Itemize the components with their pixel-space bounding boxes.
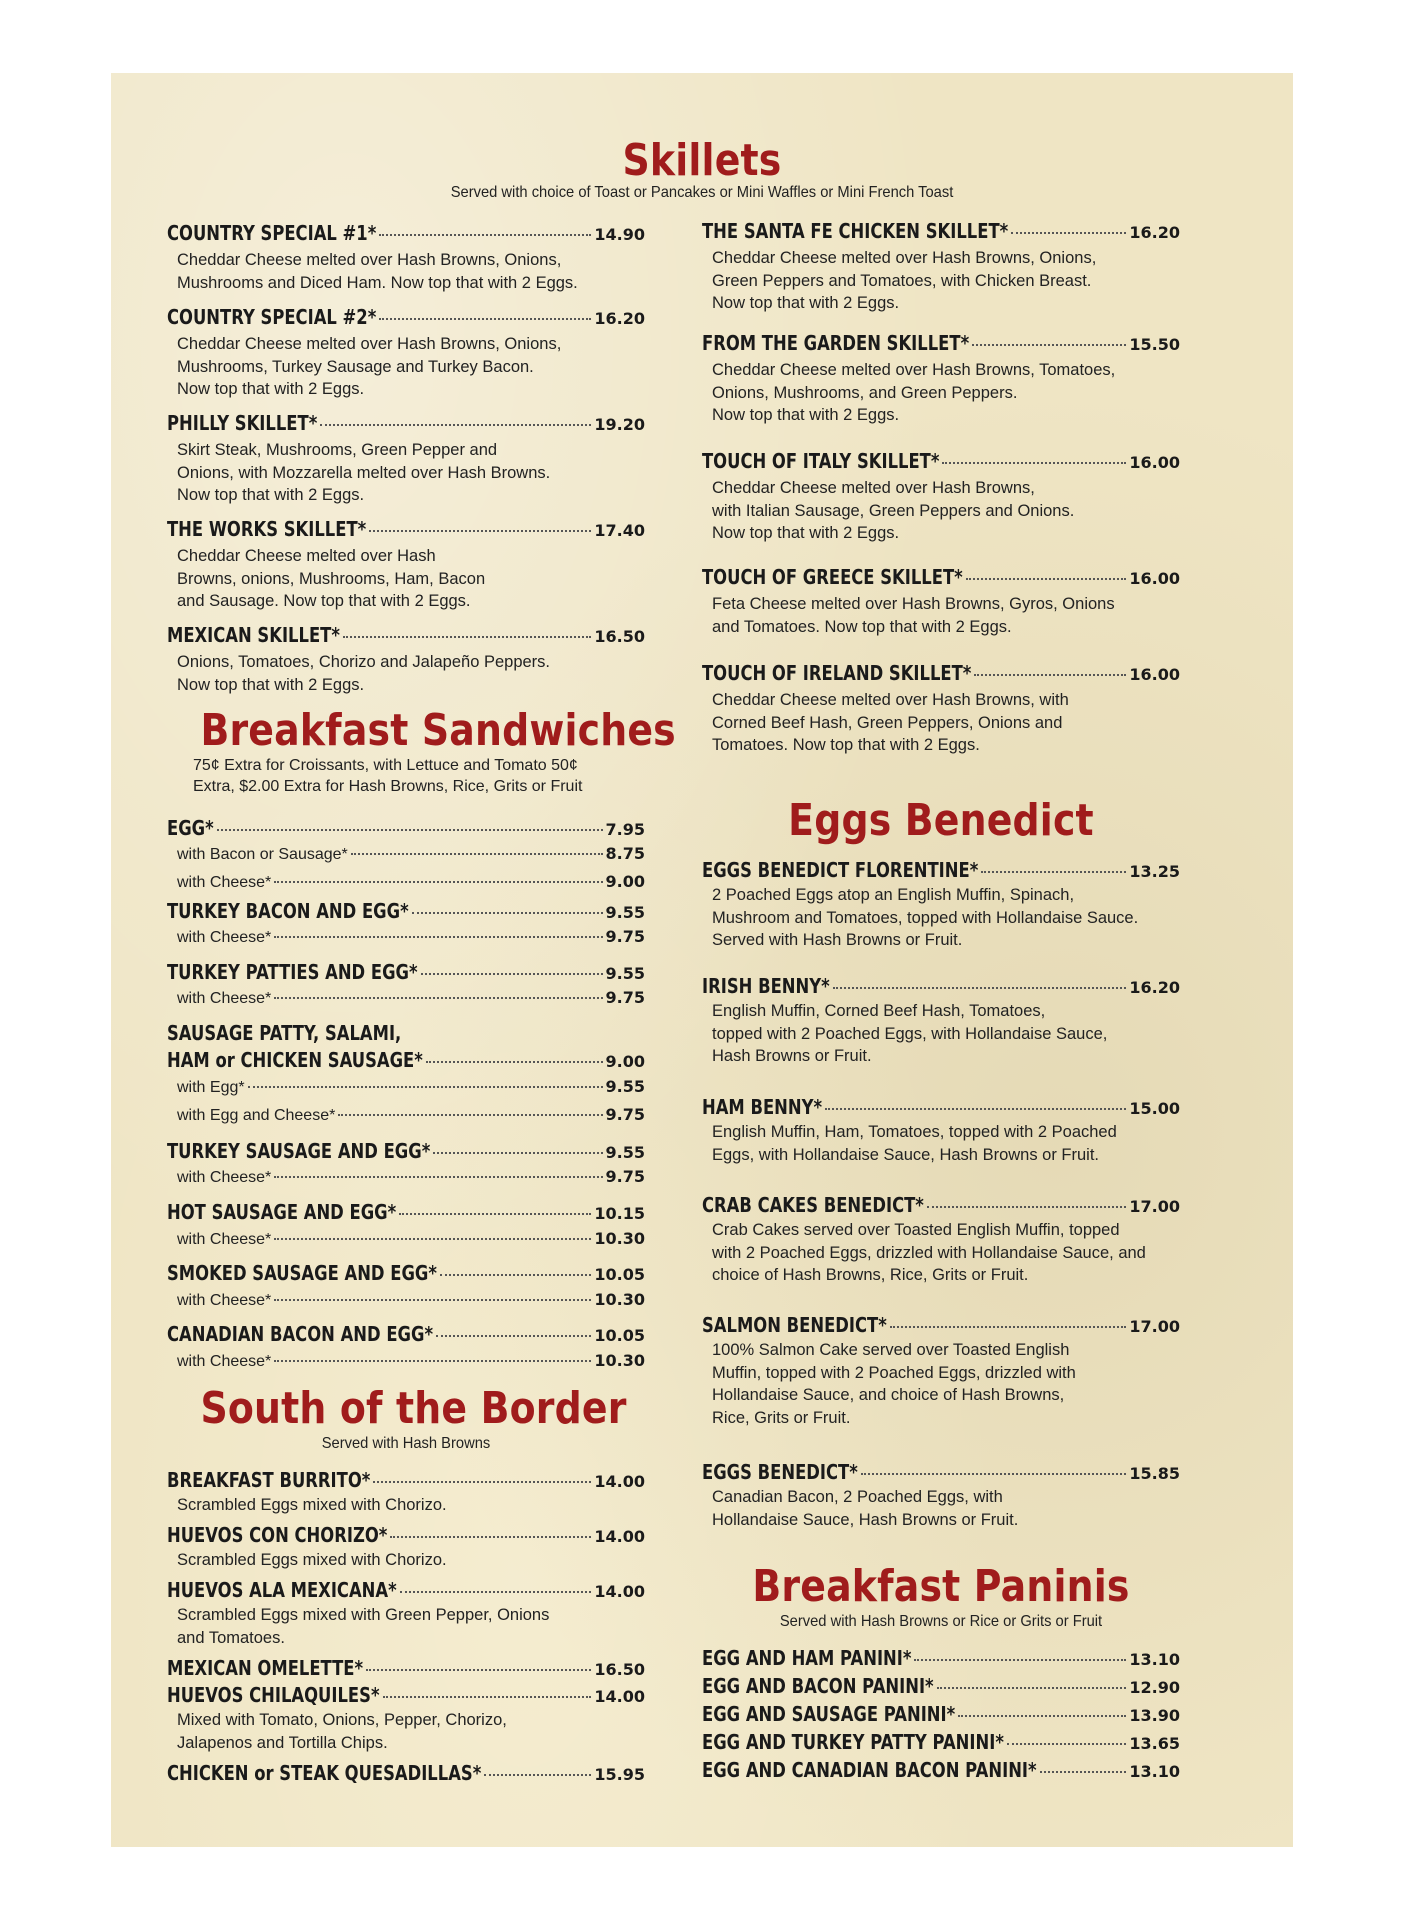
menu-item [702, 1674, 1180, 1698]
item-name: HAM BENNY* [702, 1095, 823, 1119]
menu-page [111, 73, 1293, 1847]
item-name: with Cheese* [177, 1169, 272, 1186]
menu-item-option [177, 1167, 645, 1187]
item-name: EGG AND TURKEY PATTY PANINI* [702, 1730, 1004, 1754]
item-price: 16.00 [1129, 569, 1180, 588]
menu-item-option [177, 1229, 645, 1249]
item-price: 9.75 [605, 1167, 645, 1186]
item-price: 16.00 [1129, 453, 1180, 472]
item-description: Feta Cheese melted over Hash Browns, Gyros, Onions and Tomatoes. Now top that with 2 Eggs. [712, 595, 1115, 636]
item-price: 16.00 [1129, 665, 1180, 684]
item-name: BREAKFAST BURRITO* [167, 1468, 371, 1492]
item-price: 8.75 [605, 844, 645, 863]
menu-item-option [177, 844, 645, 864]
menu-item [167, 816, 645, 840]
item-name: PHILLY SKILLET* [167, 411, 318, 435]
item-price: 15.95 [594, 1765, 645, 1784]
item-name: THE WORKS SKILLET* [167, 517, 367, 541]
item-price: 7.95 [605, 820, 645, 839]
border-subtitle: Served with Hash Browns [321, 1435, 491, 1452]
item-name: EGG* [167, 816, 214, 840]
item-name: HUEVOS CHILAQUILES* [167, 1683, 380, 1707]
menu-item-option [177, 1077, 645, 1097]
menu-item [702, 1730, 1180, 1754]
item-price: 10.15 [594, 1204, 645, 1223]
item-price: 16.50 [594, 1660, 645, 1679]
item-price: 9.00 [605, 1052, 645, 1071]
item-price: 13.10 [1129, 1762, 1180, 1781]
item-name: FROM THE GARDEN SKILLET* [702, 331, 970, 355]
item-name: CANADIAN BACON AND EGG* [167, 1322, 434, 1346]
item-name: SALMON BENEDICT* [702, 1313, 887, 1337]
item-name: with Cheese* [177, 1292, 272, 1309]
item-description: Mixed with Tomato, Onions, Pepper, Chorizo, Jalapenos and Tortilla Chips. [177, 1711, 507, 1752]
item-price: 10.05 [594, 1326, 645, 1345]
item-price: 17.00 [1129, 1317, 1180, 1336]
item-price: 9.55 [605, 903, 645, 922]
item-description: Scrambled Eggs mixed with Chorizo. [177, 1496, 447, 1514]
menu-item [167, 960, 645, 984]
item-price: 16.20 [594, 309, 645, 328]
item-price: 14.00 [594, 1687, 645, 1706]
item-price: 15.85 [1129, 1464, 1180, 1483]
paninis-title: Breakfast Paninis [752, 1561, 1130, 1612]
item-name: with Cheese* [177, 1353, 272, 1370]
item-name: with Cheese* [177, 1231, 272, 1248]
item-name: EGGS BENEDICT FLORENTINE* [702, 858, 979, 882]
item-description: Cheddar Cheese melted over Hash Browns, Tomatoes, Onions, Mushrooms, and Green Peppers. Now top that with 2 Eggs. [712, 361, 1116, 424]
menu-item [167, 1261, 645, 1285]
item-description: Cheddar Cheese melted over Hash Browns, onions, Mushrooms, Ham, Bacon and Sausage. Now top that with 2 Eggs. [177, 547, 486, 610]
item-description: Scrambled Eggs mixed with Green Pepper, Onions and Tomatoes. [177, 1606, 550, 1647]
menu-item-option [177, 1351, 645, 1371]
item-name: with Egg and Cheese* [177, 1107, 336, 1124]
sandwiches-note: 75¢ Extra for Croissants, with Lettuce and Tomato 50¢ Extra, $2.00 Extra for Hash Browns, Rice, Grits or Fruit [193, 757, 583, 795]
item-name: MEXICAN SKILLET* [167, 623, 340, 647]
item-name: CHICKEN or STEAK QUESADILLAS* [167, 1761, 482, 1785]
skillets-subtitle: Served with choice of Toast or Pancakes or Mini Waffles or Mini French Toast [450, 184, 954, 201]
item-description: 2 Poached Eggs atop an English Muffin, Spinach, Mushroom and Tomatoes, topped with Hollandaise Sauce. Served with Hash Browns or Fruit. [712, 886, 1139, 949]
item-price: 9.75 [605, 988, 645, 1007]
item-name: EGG AND HAM PANINI* [702, 1646, 912, 1670]
item-price: 19.20 [594, 415, 645, 434]
item-description: Crab Cakes served over Toasted English Muffin, topped with 2 Poached Eggs, drizzled with Hollandaise Sauce, and choice of Hash Browns, Rice, Grits or Fruit. [712, 1221, 1146, 1284]
paninis-subtitle: Served with Hash Browns or Rice or Grits or Fruit [779, 1613, 1103, 1630]
item-description: Skirt Steak, Mushrooms, Green Pepper and Onions, with Mozzarella melted over Hash Browns. Now top that with 2 Eggs. [177, 441, 551, 504]
item-description: Cheddar Cheese melted over Hash Browns, with Italian Sausage, Green Peppers and Onions. Now top that with 2 Eggs. [712, 479, 1075, 542]
item-name: TOUCH OF ITALY SKILLET* [702, 449, 940, 473]
menu-item-option [177, 988, 645, 1008]
item-price: 10.30 [594, 1290, 645, 1309]
item-name: with Egg* [177, 1079, 245, 1096]
item-name: CRAB CAKES BENEDICT* [702, 1193, 924, 1217]
item-price: 9.55 [605, 964, 645, 983]
item-description: Cheddar Cheese melted over Hash Browns, Onions, Green Peppers and Tomatoes, with Chicken Breast. Now top that with 2 Eggs. [712, 249, 1097, 312]
item-price: 15.00 [1129, 1099, 1180, 1118]
menu-item-option [177, 927, 645, 947]
item-price: 14.00 [594, 1527, 645, 1546]
item-description: Onions, Tomatoes, Chorizo and Jalapeño Peppers. Now top that with 2 Eggs. [177, 653, 551, 694]
menu-item [702, 1702, 1180, 1726]
item-price: 13.25 [1129, 862, 1180, 881]
item-price: 12.90 [1129, 1678, 1180, 1697]
benedict-title: Eggs Benedict [788, 795, 1094, 846]
menu-item [167, 899, 645, 923]
menu-item-option [177, 872, 645, 892]
item-description: English Muffin, Corned Beef Hash, Tomatoes, topped with 2 Poached Eggs, with Hollandaise Sauce, Hash Browns or Fruit. [712, 1002, 1108, 1065]
item-name: SAUSAGE PATTY, SALAMI, [167, 1021, 402, 1045]
skillets-title: Skillets [622, 135, 782, 186]
item-price: 13.90 [1129, 1706, 1180, 1725]
item-name: with Cheese* [177, 929, 272, 946]
item-price: 10.05 [594, 1265, 645, 1284]
menu-item [167, 1139, 645, 1163]
item-price: 16.20 [1129, 978, 1180, 997]
item-description: Cheddar Cheese melted over Hash Browns, Onions, Mushrooms and Diced Ham. Now top that with 2 Eggs. [177, 251, 578, 292]
item-name: MEXICAN OMELETTE* [167, 1656, 364, 1680]
menu-item [702, 1646, 1180, 1670]
item-description: 100% Salmon Cake served over Toasted English Muffin, topped with 2 Poached Eggs, drizzled with Hollandaise Sauce, and choice of Hash Browns, Rice, Grits or Fruit. [712, 1341, 1076, 1427]
item-price: 9.75 [605, 1105, 645, 1124]
item-name: EGG AND CANADIAN BACON PANINI* [702, 1758, 1037, 1782]
item-name: COUNTRY SPECIAL #1* [167, 221, 377, 245]
menu-item-label [167, 1021, 645, 1045]
menu-item [167, 1048, 645, 1072]
item-name: COUNTRY SPECIAL #2* [167, 305, 377, 329]
item-price: 17.00 [1129, 1197, 1180, 1216]
item-description: Cheddar Cheese melted over Hash Browns, with Corned Beef Hash, Green Peppers, Onions and Tomatoes. Now top that with 2 Eggs. [712, 691, 1069, 754]
menu-item-option [177, 1290, 645, 1310]
menu-item [167, 1322, 645, 1346]
item-name: SMOKED SAUSAGE AND EGG* [167, 1261, 437, 1285]
item-price: 9.00 [605, 872, 645, 891]
item-name: with Cheese* [177, 874, 272, 891]
item-name: with Bacon or Sausage* [177, 846, 348, 863]
item-description: Scrambled Eggs mixed with Chorizo. [177, 1551, 447, 1569]
item-price: 17.40 [594, 521, 645, 540]
item-description: English Muffin, Ham, Tomatoes, topped with 2 Poached Eggs, with Hollandaise Sauce, Hash Browns or Fruit. [712, 1123, 1117, 1164]
item-name: EGG AND BACON PANINI* [702, 1674, 934, 1698]
item-name: TURKEY BACON AND EGG* [167, 899, 409, 923]
menu-item-option [177, 1105, 645, 1125]
item-name: EGG AND SAUSAGE PANINI* [702, 1702, 956, 1726]
item-price: 10.30 [594, 1229, 645, 1248]
item-name: HAM or CHICKEN SAUSAGE* [167, 1048, 423, 1072]
item-name: TURKEY SAUSAGE AND EGG* [167, 1139, 431, 1163]
item-name: IRISH BENNY* [702, 974, 830, 998]
item-price: 13.10 [1129, 1650, 1180, 1669]
item-price: 14.00 [594, 1472, 645, 1491]
menu-item [167, 1200, 645, 1224]
item-price: 16.50 [594, 627, 645, 646]
item-price: 15.50 [1129, 335, 1180, 354]
item-name: TURKEY PATTIES AND EGG* [167, 960, 418, 984]
item-description: Canadian Bacon, 2 Poached Eggs, with Hollandaise Sauce, Hash Browns or Fruit. [712, 1488, 1019, 1529]
item-price: 14.90 [594, 225, 645, 244]
item-name: HUEVOS CON CHORIZO* [167, 1523, 388, 1547]
item-price: 9.55 [605, 1077, 645, 1096]
item-price: 16.20 [1129, 223, 1180, 242]
item-price: 13.65 [1129, 1734, 1180, 1753]
item-name: TOUCH OF GREECE SKILLET* [702, 565, 963, 589]
item-name: THE SANTA FE CHICKEN SKILLET* [702, 219, 1009, 243]
item-price: 10.30 [594, 1351, 645, 1370]
menu-item [702, 1758, 1180, 1782]
item-price: 9.55 [605, 1143, 645, 1162]
item-description: Cheddar Cheese melted over Hash Browns, Onions, Mushrooms, Turkey Sausage and Turkey Bacon. Now top that with 2 Eggs. [177, 335, 562, 398]
item-price: 9.75 [605, 927, 645, 946]
item-name: with Cheese* [177, 990, 272, 1007]
item-name: HOT SAUSAGE AND EGG* [167, 1200, 397, 1224]
sandwiches-title: Breakfast Sandwiches [200, 705, 676, 756]
item-name: TOUCH OF IRELAND SKILLET* [702, 661, 972, 685]
item-name: HUEVOS ALA MEXICANA* [167, 1578, 397, 1602]
border-title: South of the Border [200, 1383, 627, 1434]
item-price: 14.00 [594, 1582, 645, 1601]
item-name: EGGS BENEDICT* [702, 1460, 858, 1484]
